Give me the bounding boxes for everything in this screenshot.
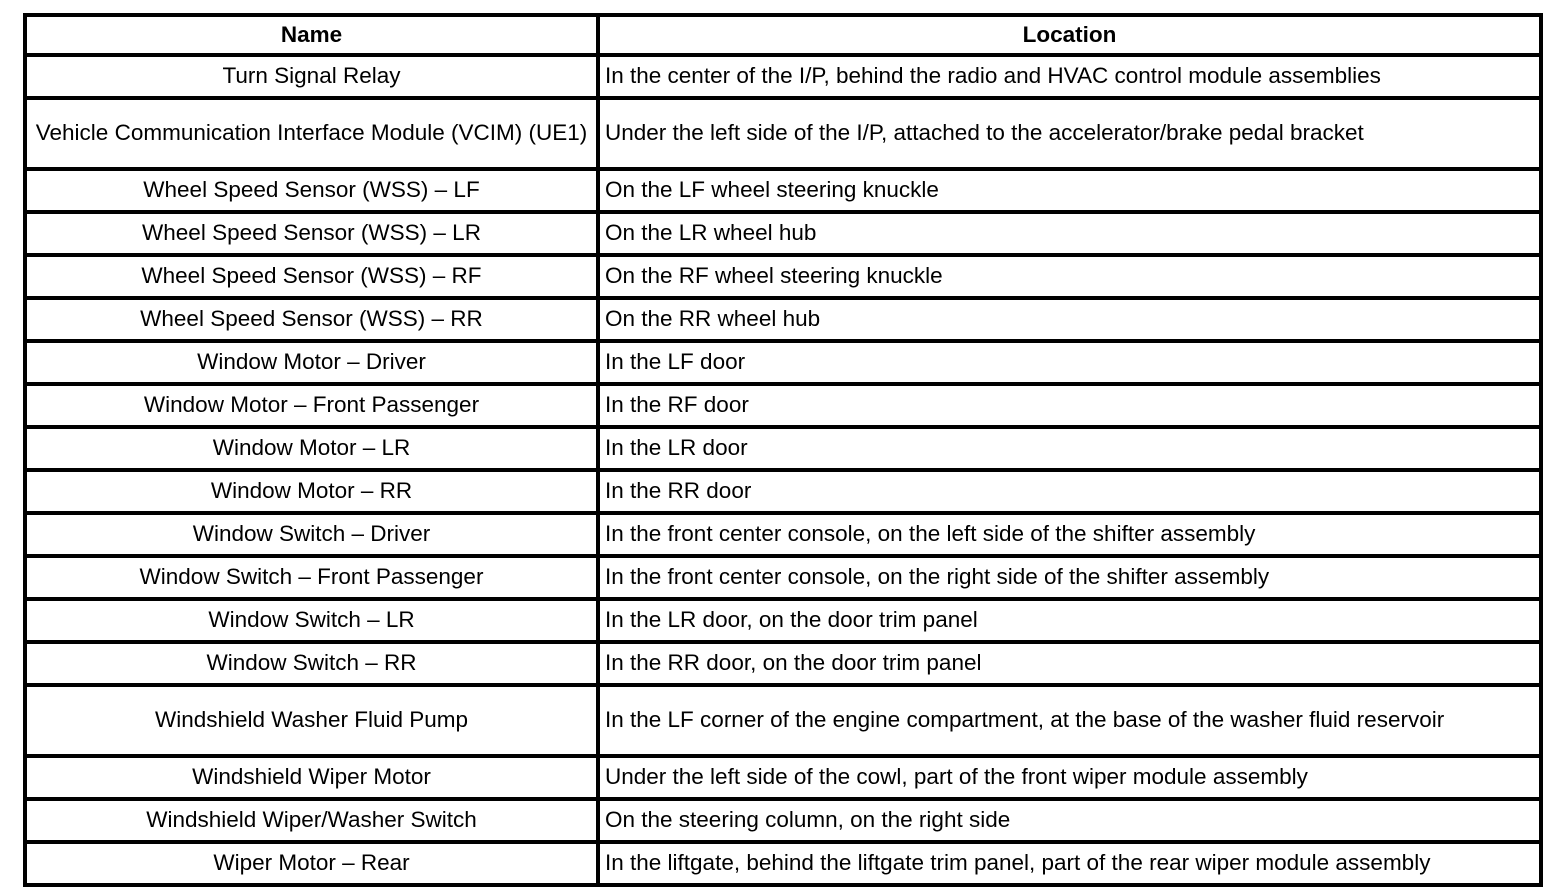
name-cell: Vehicle Communication Interface Module (VCIM) (UE1): [25, 98, 598, 169]
table-row: [25, 685, 1541, 756]
location-cell: In the LF corner of the engine compartment, at the base of the washer fluid reservoir: [598, 685, 1541, 756]
name-cell: Window Motor – Front Passenger: [25, 384, 598, 427]
name-cell: Wheel Speed Sensor (WSS) – RR: [25, 298, 598, 341]
name-cell: Window Switch – Driver: [25, 513, 598, 556]
name-cell: Wheel Speed Sensor (WSS) – LR: [25, 212, 598, 255]
table-row: [25, 513, 1541, 556]
table-row: [25, 212, 1541, 255]
table-row: [25, 642, 1541, 685]
location-cell: In the RR door, on the door trim panel: [598, 642, 1541, 685]
name-cell: Window Switch – RR: [25, 642, 598, 685]
table-row: [25, 298, 1541, 341]
name-cell: Wiper Motor – Rear: [25, 842, 598, 885]
table-header-row: [25, 15, 1541, 55]
table-row: [25, 842, 1541, 885]
table-row: [25, 599, 1541, 642]
location-cell: Under the left side of the I/P, attached to the accelerator/brake pedal bracket: [598, 98, 1541, 169]
name-cell: Turn Signal Relay: [25, 55, 598, 98]
table-row: [25, 556, 1541, 599]
name-cell: Window Switch – Front Passenger: [25, 556, 598, 599]
location-cell: In the LR door, on the door trim panel: [598, 599, 1541, 642]
name-cell: Wheel Speed Sensor (WSS) – LF: [25, 169, 598, 212]
table-row: [25, 799, 1541, 842]
table-row: [25, 169, 1541, 212]
column-header-name: Name: [25, 15, 598, 55]
location-cell: In the LR door: [598, 427, 1541, 470]
component-location-table: [23, 13, 1543, 887]
table-row: [25, 55, 1541, 98]
name-cell: Windshield Wiper/Washer Switch: [25, 799, 598, 842]
location-cell: On the steering column, on the right side: [598, 799, 1541, 842]
name-cell: Window Switch – LR: [25, 599, 598, 642]
name-cell: Window Motor – Driver: [25, 341, 598, 384]
location-cell: In the RR door: [598, 470, 1541, 513]
name-cell: Window Motor – LR: [25, 427, 598, 470]
location-cell: In the front center console, on the left side of the shifter assembly: [598, 513, 1541, 556]
table-row: [25, 756, 1541, 799]
table-row: [25, 470, 1541, 513]
location-cell: In the center of the I/P, behind the radio and HVAC control module assemblies: [598, 55, 1541, 98]
location-cell: On the LF wheel steering knuckle: [598, 169, 1541, 212]
name-cell: Windshield Wiper Motor: [25, 756, 598, 799]
table-row: [25, 341, 1541, 384]
location-cell: On the RR wheel hub: [598, 298, 1541, 341]
location-cell: In the LF door: [598, 341, 1541, 384]
location-cell: In the RF door: [598, 384, 1541, 427]
table-row: [25, 255, 1541, 298]
table-row: [25, 384, 1541, 427]
column-header-location: Location: [598, 15, 1541, 55]
name-cell: Windshield Washer Fluid Pump: [25, 685, 598, 756]
location-cell: On the LR wheel hub: [598, 212, 1541, 255]
name-cell: Wheel Speed Sensor (WSS) – RF: [25, 255, 598, 298]
location-cell: In the liftgate, behind the liftgate trim panel, part of the rear wiper module assembly: [598, 842, 1541, 885]
name-cell: Window Motor – RR: [25, 470, 598, 513]
location-cell: In the front center console, on the right side of the shifter assembly: [598, 556, 1541, 599]
table-row: [25, 427, 1541, 470]
table-row: [25, 98, 1541, 169]
location-cell: On the RF wheel steering knuckle: [598, 255, 1541, 298]
location-cell: Under the left side of the cowl, part of the front wiper module assembly: [598, 756, 1541, 799]
